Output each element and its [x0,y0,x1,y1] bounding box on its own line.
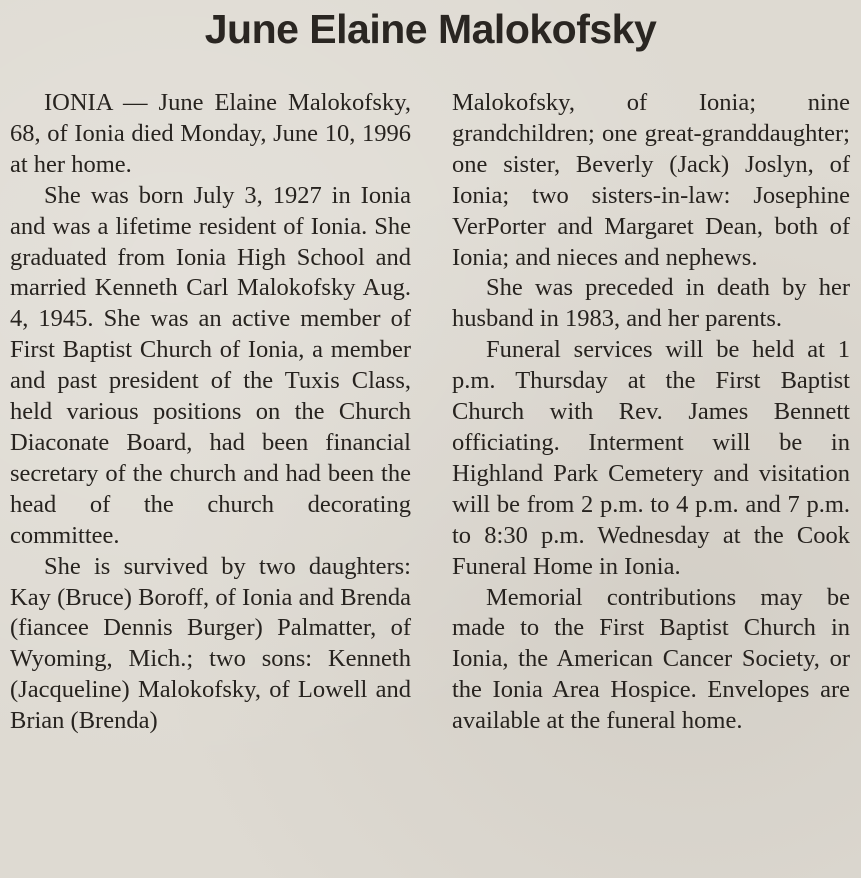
paragraph-funeral-services: Funeral services will be held at 1 p.m. Thursday at the First Baptist Church with Rev. James Bennett officiating. Interment will be in Highland Park Cemetery and visitation will be from 2 p.m. to 4 p.m. and 7 p.m. to 8:30 p.m. Wednesday at the Cook Funeral Home in Ionia. [452,336,850,580]
paragraph-biography: She was born July 3, 1927 in Ionia and was a lifetime resident of Ionia. She graduated from Ionia High School and married Kenneth Carl Malokofsky Aug. 4, 1945. She was an active member of First Baptist Church of Ionia, a member and past president of the Tuxis Class, held various positions on the Church Diaconate Board, had been financial secretary of the church and had been the head of the church decorating committee. [10,181,411,549]
paragraph-survivors-continued: Malokofsky, of Ionia; nine grandchildren; one great-granddaughter; one sister, Beverly (Jack) Joslyn, of Ionia; two sisters-in-law: Josephine VerPorter and Margaret Dean, both of Ionia; and nieces and nephews. [452,89,850,271]
obituary-headline: June Elaine Malokofsky [204,6,657,52]
left-column [10,88,411,737]
paragraph-death-notice: IONIA — June Elaine Malokofsky, 68, of Ionia died Monday, June 10, 1996 at her home. [10,89,411,178]
right-column [452,88,850,737]
paragraph-preceded-in-death: She was preceded in death by her husband in 1983, and her parents. [452,274,850,333]
paragraph-memorial-contributions: Memorial contributions may be made to the First Baptist Church in Ionia, the American Cancer Society, or the Ionia Area Hospice. Envelopes are available at the funeral home. [452,583,850,735]
paragraph-survivors: She is survived by two daughters: Kay (Bruce) Boroff, of Ionia and Brenda (fiancee Dennis Burger) Palmatter, of Wyoming, Mich.; two sons: Kenneth (Jacqueline) Malokofsky, of Lowell and Brian (Brenda) [10,552,411,735]
